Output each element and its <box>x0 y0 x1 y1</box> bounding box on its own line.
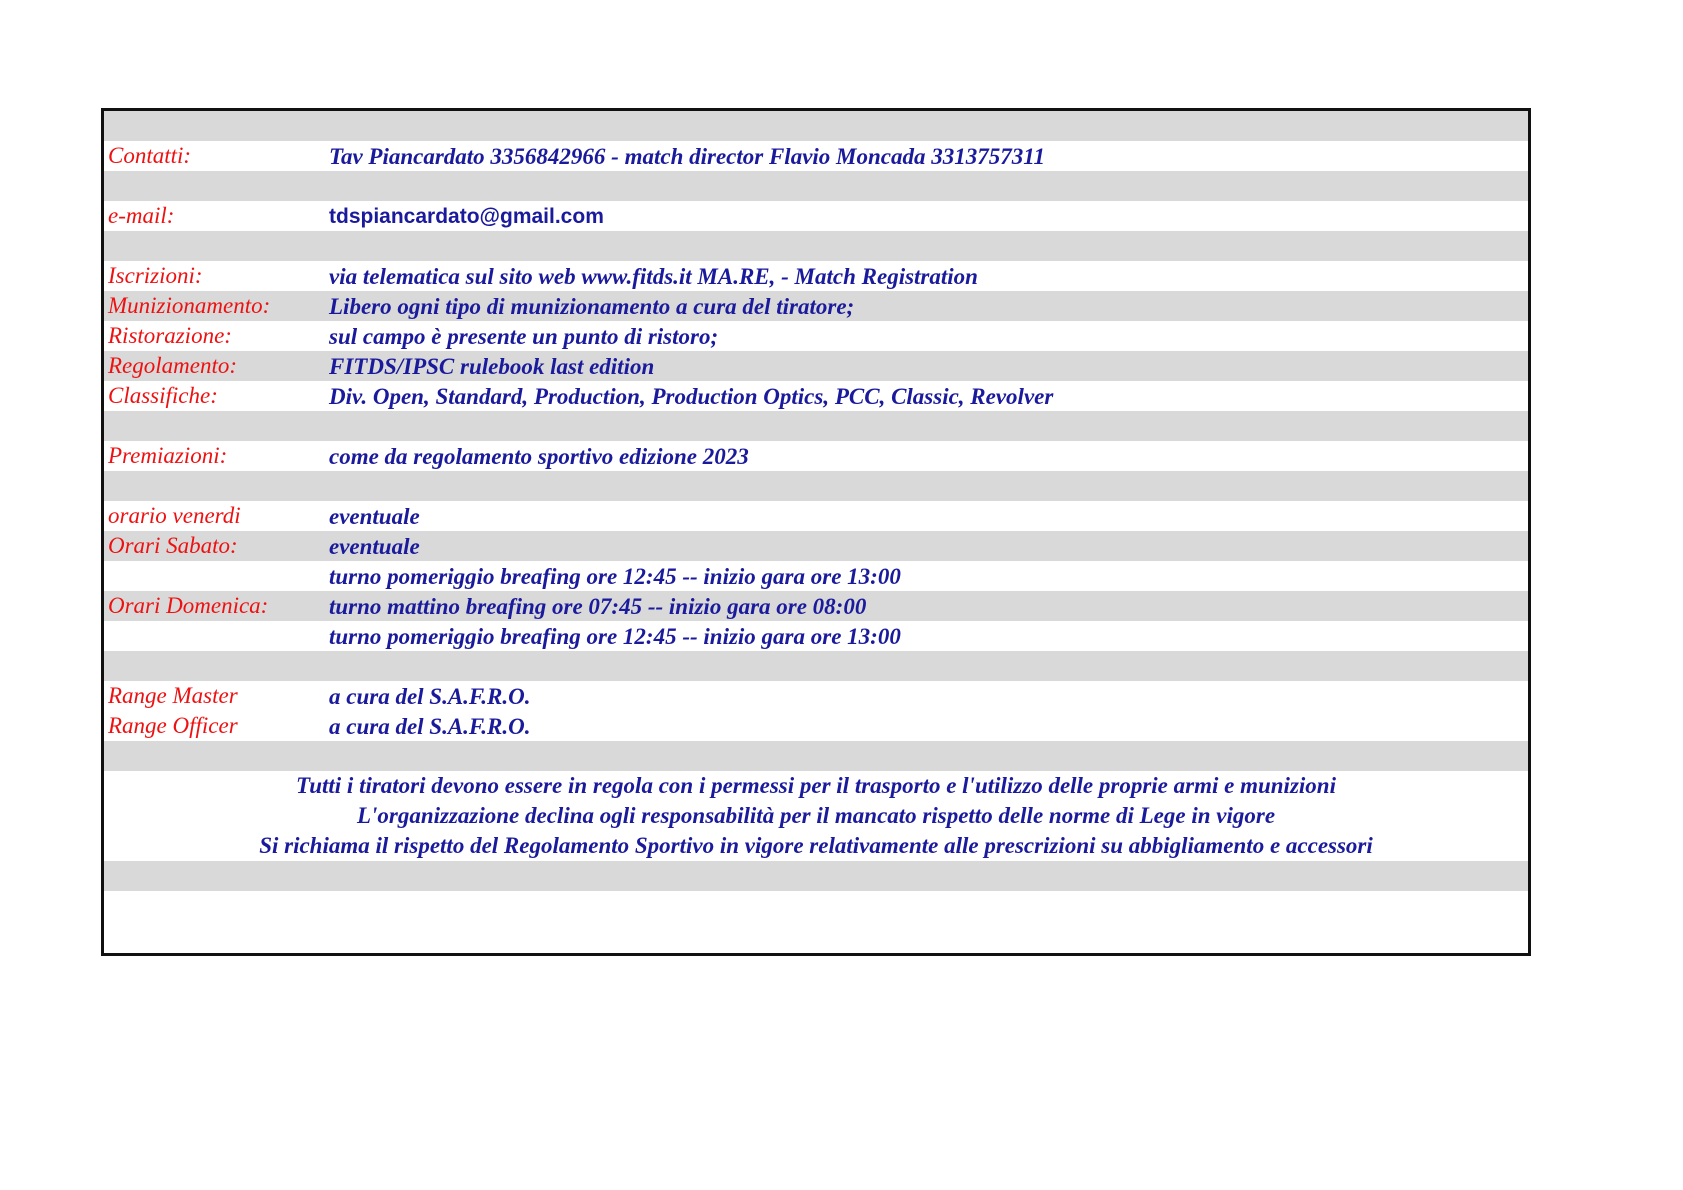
row-iscrizioni <box>104 261 1528 291</box>
label-classifiche: Classifiche: <box>108 383 218 408</box>
value-regolamento: FITDS/IPSC rulebook last edition <box>329 354 655 379</box>
value-sabato-pomeriggio: turno pomeriggio breafing ore 12:45 -- inizio gara ore 13:00 <box>329 564 901 589</box>
spacer-row <box>104 651 1528 681</box>
info-table <box>101 108 1531 956</box>
label-ristorazione: Ristorazione: <box>108 323 232 348</box>
label-range-officer: Range Officer <box>108 713 238 738</box>
value-domenica-pomeriggio: turno pomeriggio breafing ore 12:45 -- inizio gara ore 13:00 <box>329 624 901 649</box>
value-orari-domenica: turno mattino breafing ore 07:45 -- inizio gara ore 08:00 <box>329 594 867 619</box>
row-orari-sabato <box>104 531 1528 561</box>
label-regolamento: Regolamento: <box>108 353 238 378</box>
spacer-row <box>104 411 1528 441</box>
spacer-row <box>104 741 1528 771</box>
note-regolamento: Si richiama il rispetto del Regolamento Sportivo in vigore relativamente alle prescrizioni su abbigliamento e accessori <box>259 833 1373 858</box>
value-range-master: a cura del S.A.F.R.O. <box>329 684 531 709</box>
row-orario-venerdi <box>104 501 1528 531</box>
label-range-master: Range Master <box>108 683 238 708</box>
label-orario-venerdi: orario venerdi <box>108 503 241 528</box>
value-ristorazione: sul campo è presente un punto di ristoro; <box>329 324 719 349</box>
row-domenica-pomeriggio <box>104 621 1528 651</box>
note-responsabilita: L'organizzazione declina ogli responsabilità per il mancato rispetto delle norme di Lege in vigore <box>356 803 1276 828</box>
row-range-officer <box>104 711 1528 741</box>
label-munizionamento: Munizionamento: <box>108 293 271 318</box>
value-orari-sabato: eventuale <box>329 534 420 559</box>
value-iscrizioni: via telematica sul sito web www.fitds.it MA.RE, - Match Registration <box>329 264 978 289</box>
value-contatti: Tav Piancardato 3356842966 - match director Flavio Moncada 3313757311 <box>329 144 1045 169</box>
spacer-row <box>104 171 1528 201</box>
note-permessi: Tutti i tiratori devono essere in regola con i permessi per il trasporto e l'utilizzo delle proprie armi e munizioni <box>296 773 1336 798</box>
value-orario-venerdi: eventuale <box>329 504 420 529</box>
row-ristorazione <box>104 321 1528 351</box>
label-contatti: Contatti: <box>108 143 192 168</box>
row-regolamento <box>104 351 1528 381</box>
label-email: e-mail: <box>108 203 175 228</box>
spacer-row <box>104 471 1528 501</box>
row-contatti <box>104 141 1528 171</box>
row-orari-domenica <box>104 591 1528 621</box>
label-orari-domenica: Orari Domenica: <box>108 593 269 618</box>
value-classifiche: Div. Open, Standard, Production, Production Optics, PCC, Classic, Revolver <box>329 384 1054 409</box>
row-classifiche <box>104 381 1528 411</box>
value-munizionamento: Libero ogni tipo di munizionamento a cura del tiratore; <box>329 294 855 319</box>
value-email: tdspiancardato@gmail.com <box>329 205 604 228</box>
spacer-row <box>104 861 1528 891</box>
row-email <box>104 201 1528 231</box>
label-iscrizioni: Iscrizioni: <box>108 263 203 288</box>
row-munizionamento <box>104 291 1528 321</box>
value-premiazioni: come da regolamento sportivo edizione 2023 <box>329 444 749 469</box>
spacer-row <box>104 111 1528 141</box>
row-range-master <box>104 681 1528 711</box>
spacer-row <box>104 231 1528 261</box>
label-orari-sabato: Orari Sabato: <box>108 533 238 558</box>
row-sabato-pomeriggio <box>104 561 1528 591</box>
row-premiazioni <box>104 441 1528 471</box>
value-range-officer: a cura del S.A.F.R.O. <box>329 714 531 739</box>
label-premiazioni: Premiazioni: <box>108 443 228 468</box>
